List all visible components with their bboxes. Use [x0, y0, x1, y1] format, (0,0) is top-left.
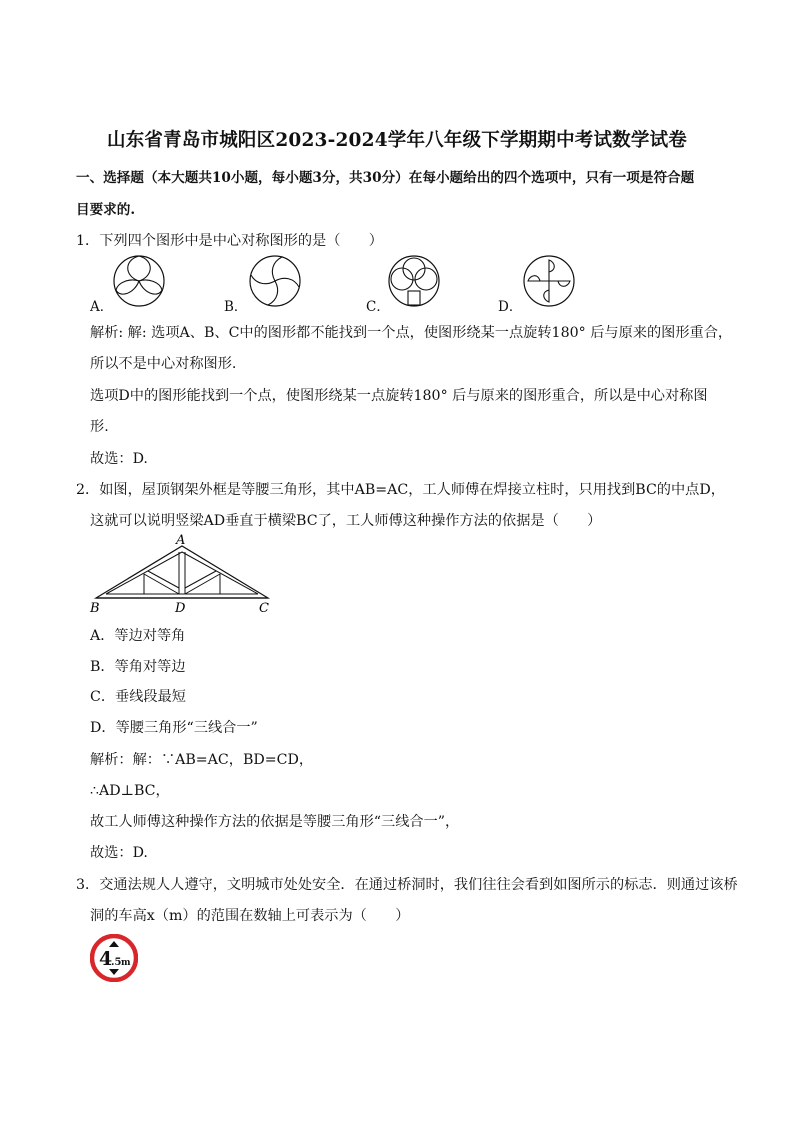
q3-stem-line1: 3．交通法规人人遵守，文明城市处处安全．在通过桥洞时，我们往往会看到如图所示的标志．则通过该桥 [76, 877, 738, 893]
q3-sign-digit: 4 [99, 948, 113, 970]
q2-label-c: C [259, 601, 269, 616]
q3-sign-decimal: .5 [111, 957, 122, 968]
q1-figure-d [522, 254, 576, 308]
q1-option-b-label: B． [224, 299, 248, 315]
q2-label-a: A [176, 533, 186, 548]
q1-option-c-label: C． [366, 299, 390, 315]
q2-stem-line1: 2．如图，屋顶钢架外框是等腰三角形，其中AB=AC，工人师傅在焊接立柱时，只用找到BC的中点D， [76, 482, 725, 498]
page-title: 山东省青岛市城阳区2023-2024学年八年级下学期期中考试数学试卷 [107, 130, 687, 151]
q1-answer: 故选：D. [90, 451, 148, 467]
q2-option-c: C．垂线段最短 [90, 689, 186, 705]
q2-option-d: D．等腰三角形“三线合一” [90, 720, 258, 736]
q1-option-d-label: D． [498, 299, 523, 315]
q2-roof-truss-figure [86, 532, 276, 616]
q1-analysis-line2: 所以不是中心对称图形. [90, 356, 237, 372]
q1-option-a-label: A． [90, 299, 114, 315]
q2-answer: 故选：D. [90, 845, 148, 861]
q3-stem-line2: 洞的车高x（m）的范围在数轴上可表示为（ ） [90, 908, 410, 924]
q1-analysis-line1: 解析: 解: 选项A、B、C中的图形都不能找到一个点，使图形绕某一点旋转180° 后与原来的图形重合， [90, 325, 733, 341]
section-heading-cont: 目要求的. [76, 202, 136, 218]
q1-analysis-line3: 选项D中的图形能找到一个点，使图形绕某一点旋转180° 后与原来的图形重合，所以是中心对称图 [90, 388, 708, 404]
q1-analysis-line4: 形. [90, 419, 109, 435]
q1-figure-c [386, 254, 442, 310]
q2-label-d: D [175, 601, 186, 616]
q3-sign-unit: m [121, 958, 131, 968]
q2-analysis-line3: 故工人师傅这种操作方法的依据是等腰三角形“三线合一”， [90, 814, 460, 830]
q1-figure-a [112, 254, 166, 308]
q2-label-b: B [90, 601, 100, 616]
q2-analysis-line2: ∴AD⊥BC， [90, 783, 170, 799]
q2-option-b: B．等角对等边 [90, 659, 186, 675]
q2-option-a: A．等边对等角 [90, 628, 186, 644]
q1-stem: 1．下列四个图形中是中心对称图形的是（ ） [76, 233, 383, 249]
q2-analysis-line1: 解析：解：∵AB=AC，BD=CD， [90, 752, 314, 768]
q1-figure-b [248, 254, 302, 308]
q2-stem-line2: 这就可以说明竖梁AD垂直于横梁BC了，工人师傅这种操作方法的依据是（ ） [90, 513, 602, 529]
q3-height-limit-sign [90, 934, 138, 982]
section-heading: 一、选择题（本大题共10小题，每小题3分，共30分）在每小题给出的四个选项中，只有一项是符合题 [76, 170, 695, 186]
